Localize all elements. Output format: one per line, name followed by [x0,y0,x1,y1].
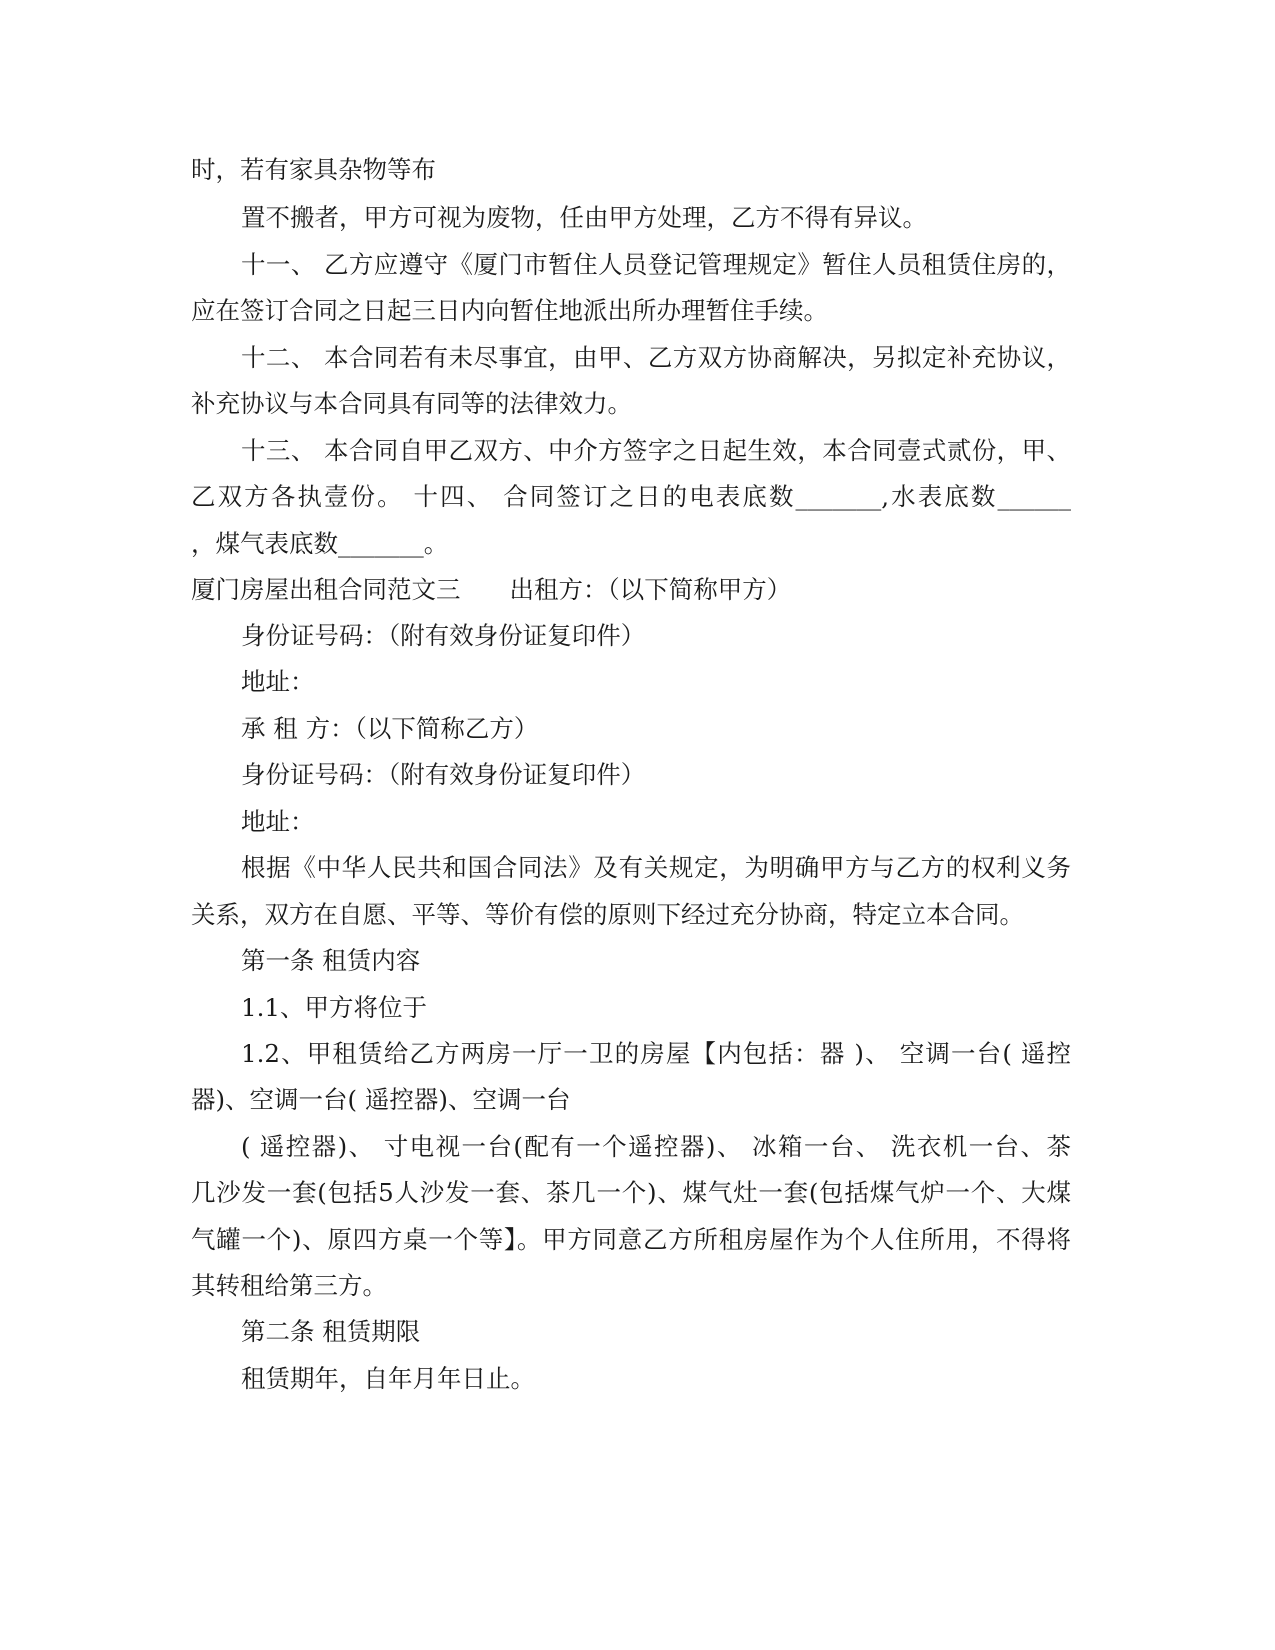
text-line: 根据《中华人民共和国合同法》及有关规定，为明确甲方与乙方的权利义务 [241,853,1071,882]
clause-12: 十二、 本合同若有未尽事宜，由甲、乙方双方协商解决，另拟定补充协议， [241,343,1071,372]
text-line: 补充协议与本合同具有同等的法律效力。 [191,389,632,418]
article-heading: 第二条 租赁期限 [241,1317,421,1346]
text-line: 气罐一个)、原四方桌一个等】。甲方同意乙方所租房屋作为个人住所用，不得将 [191,1225,1071,1254]
article-heading: 第一条 租赁内容 [241,946,421,975]
text-line: 地址： [241,667,315,696]
text-line: 租赁期年，自年月年日止。 [241,1364,535,1393]
text-line: 身份证号码：（附有效身份证复印件） [241,621,646,650]
text-line: 身份证号码：（附有效身份证复印件） [241,760,646,789]
section-title: 厦门房屋出租合同范文三 出租方：（以下简称甲方） [191,575,792,604]
text-line: 1.2、甲租赁给乙方两房一厅一卫的房屋【内包括：器 )、 空调一台( 遥控 [241,1039,1071,1068]
text-line: 置不搬者，甲方可视为废物，任由甲方处理，乙方不得有异议。 [241,203,927,232]
clause-11: 十一、 乙方应遵守《厦门市暂住人员登记管理规定》暂住人员租赁住房的， [241,250,1071,279]
text-line: ，煤气表底数_______。 [191,529,449,558]
clause-14: 乙双方各执壹份。 十四、 合同签订之日的电表底数_______,水表底数______ [191,482,1071,511]
text-line: 应在签订合同之日起三日内向暂住地派出所办理暂住手续。 [191,296,828,325]
text-line: 地址： [241,807,315,836]
text-line: 关系，双方在自愿、平等、等价有偿的原则下经过充分协商，特定立本合同。 [191,900,1024,929]
text-line: 1.1、甲方将位于 [241,993,427,1022]
clause-13: 十三、 本合同自甲乙双方、中介方签字之日起生效，本合同壹式贰份，甲、 [241,436,1071,465]
text-line: 其转租给第三方。 [191,1271,387,1300]
text-line: 几沙发一套(包括5人沙发一套、茶几一个)、煤气灶一套(包括煤气炉一个、大煤 [191,1178,1071,1207]
text-line: 器)、空调一台( 遥控器)、空调一台 [191,1085,571,1114]
text-line: 承 租 方：（以下简称乙方） [241,714,539,743]
text-line: 时，若有家具杂物等布 [191,155,436,184]
text-line: ( 遥控器)、 寸电视一台(配有一个遥控器)、 冰箱一台、 洗衣机一台、茶 [241,1132,1071,1161]
